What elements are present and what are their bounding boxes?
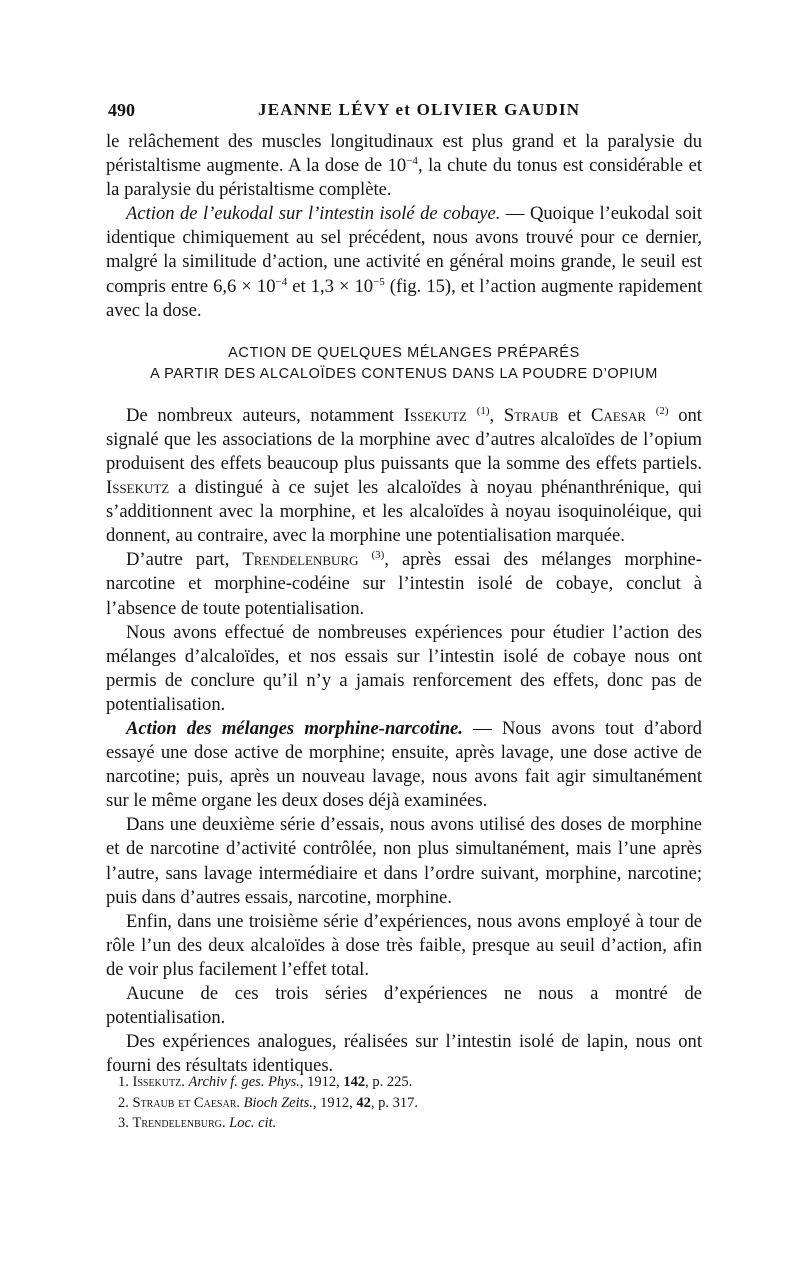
- paragraph-second-series: Dans une deuxième série d’essais, nous avons utilisé des doses de morphine et de narcotine d’activité contrôlée, non plus simultanément, mais l’une après l’autre, sans lavage intermédiaire et dans l’ordre suivant, morphine, narcotine; puis dans d’autres essais, narcotine, morphine.: [106, 814, 702, 908]
- footnote-source: Loc. cit.: [229, 1115, 277, 1131]
- text-run: D’autre part,: [126, 549, 243, 571]
- paragraph-experiments: Nous avons effectué de nombreuses expériences pour étudier l’action des mélanges d’alcaloïdes, et nos essais sur l’intestin isolé de cobaye nous ont permis de conclure qu’il n’y a jamais renforcement des effets, donc pas de potentialisation.: [106, 621, 702, 715]
- footnote-2: 2. Straub et Caesar. Bioch Zeits., 1912, 42, p. 317.: [118, 1094, 419, 1111]
- section-heading-line: A PARTIR DES ALCALOÏDES CONTENUS DANS LA POUDRE D’OPIUM: [150, 365, 658, 382]
- footnote-volume: 42: [356, 1094, 371, 1111]
- body-text: [106, 130, 702, 1078]
- author-name: Issekutz: [106, 477, 170, 499]
- footnote-3: 3. Trendelenburg. Loc. cit.: [118, 1115, 277, 1131]
- author-name: Trendelenburg: [242, 549, 359, 571]
- footnote-ref: (3): [371, 549, 385, 562]
- page-header: [108, 100, 700, 122]
- footnote-volume: 142: [343, 1074, 366, 1090]
- exponent: −4: [406, 154, 418, 167]
- exponent: −5: [373, 275, 385, 288]
- section-heading-line: ACTION DE QUELQUES MÉLANGES PRÉPARÉS: [228, 344, 580, 361]
- footnote-number: 2.: [118, 1094, 129, 1111]
- footnote-source: Bioch Zeits.: [243, 1094, 313, 1111]
- paragraph-morphine-narcotine: [106, 717, 702, 813]
- paragraph-authors: [106, 404, 702, 549]
- footnote-author: Straub et Caesar: [132, 1094, 237, 1111]
- author-name: Straub: [503, 404, 559, 426]
- text-run: (fig. 15), et l’action augmente rapidement avec la dose.: [106, 275, 702, 321]
- footnote-number: 3.: [118, 1115, 129, 1131]
- text-run: a distingué à ce sujet les alcaloïdes à noyau phénanthrénique, qui s’additionnent avec la morphine, et les alcaloïdes à noyau isoquinoléique, qui donnent, au contraire, avec la morphine une potentialisation marquée.: [106, 477, 702, 547]
- footnote-author: Issekutz: [132, 1074, 182, 1090]
- text-run: — Quoique l’eukodal soit identique chimiquement au sel précédent, nous avons trouvé pour ce dernier, malgré la similitude d’action, une activité en général moins grande, le seuil est compris entre 6,6 × 10: [106, 203, 702, 297]
- footnote-author: Trendelenburg: [132, 1115, 222, 1131]
- footnote-1: 1. Issekutz. Archiv f. ges. Phys., 1912, 142, p. 225.: [118, 1074, 413, 1090]
- author-name: Issekutz: [403, 404, 468, 426]
- subsection-title-morphine-narcotine: Action des mélanges morphine-narcotine.: [126, 717, 463, 739]
- text-run: ont signalé que les associations de la morphine avec d’autres alcaloïdes de l’opium produisent des effets beaucoup plus puissants que la somme des effets partiels.: [106, 404, 702, 474]
- footnote-ref: (2): [655, 404, 669, 417]
- subsection-title-eukodal: Action de l’eukodal sur l’intestin isolé de cobaye.: [126, 203, 501, 225]
- page-number: 490: [108, 100, 135, 120]
- footnote-number: 1.: [118, 1074, 129, 1090]
- paragraph-rabbit: Des expériences analogues, réalisées sur l’intestin isolé de lapin, nous ont fourni des résultats identiques.: [106, 1031, 702, 1077]
- footnote-page: , p. 317.: [370, 1094, 419, 1111]
- paragraph-conclusion: Aucune de ces trois séries d’expériences ne nous a montré de potentialisation.: [106, 983, 702, 1029]
- text-run: et 1,3 × 10: [287, 275, 374, 297]
- text-run: et: [558, 404, 592, 426]
- text-run: De nombreux auteurs, notamment: [126, 404, 404, 426]
- text-run: , la chute du tonus est considérable et la paralysie du péristaltisme complète.: [106, 155, 702, 201]
- paragraph-third-series: Enfin, dans une troisième série d’expériences, nous avons employé à tour de rôle l’un des deux alcaloïdes à dose très faible, presque au seuil d’action, afin de voir plus facilement l’effet total.: [106, 910, 702, 980]
- running-head: JEANNE LÉVY et OLIVIER GAUDIN: [258, 100, 581, 119]
- text-run: le relâchement des muscles longitudinaux est plus grand et la paralysie du péristaltisme augmente. A la dose de 10: [106, 131, 702, 177]
- footnote-page: , p. 225.: [365, 1074, 413, 1090]
- author-name: Caesar: [591, 404, 647, 426]
- footnote-year: , 1912,: [312, 1094, 357, 1111]
- footnote-source: Archiv f. ges. Phys.: [188, 1074, 300, 1090]
- paragraph-trendelenburg: [106, 548, 702, 620]
- footnotes: [118, 1072, 698, 1134]
- text-run: — Nous avons tout d’abord essayé une dose active de morphine; ensuite, après lavage, une dose active de narcotine; puis, après un nouveau lavage, nous avons fait agir simultanément sur le même organe les deux doses déjà examinées.: [106, 717, 702, 812]
- text-run: ,: [489, 404, 504, 426]
- exponent: −4: [275, 275, 288, 288]
- paragraph-1: [106, 130, 702, 202]
- text-run: , après essai des mélanges morphine-narcotine et morphine-codéine sur l’intestin isolé de cobaye, conclut à l’absence de toute potentialisation.: [106, 549, 702, 619]
- section-heading: [106, 343, 702, 385]
- footnote-year: , 1912,: [299, 1074, 344, 1090]
- paragraph-eukodal: [106, 202, 702, 322]
- footnote-ref: (1): [476, 404, 490, 417]
